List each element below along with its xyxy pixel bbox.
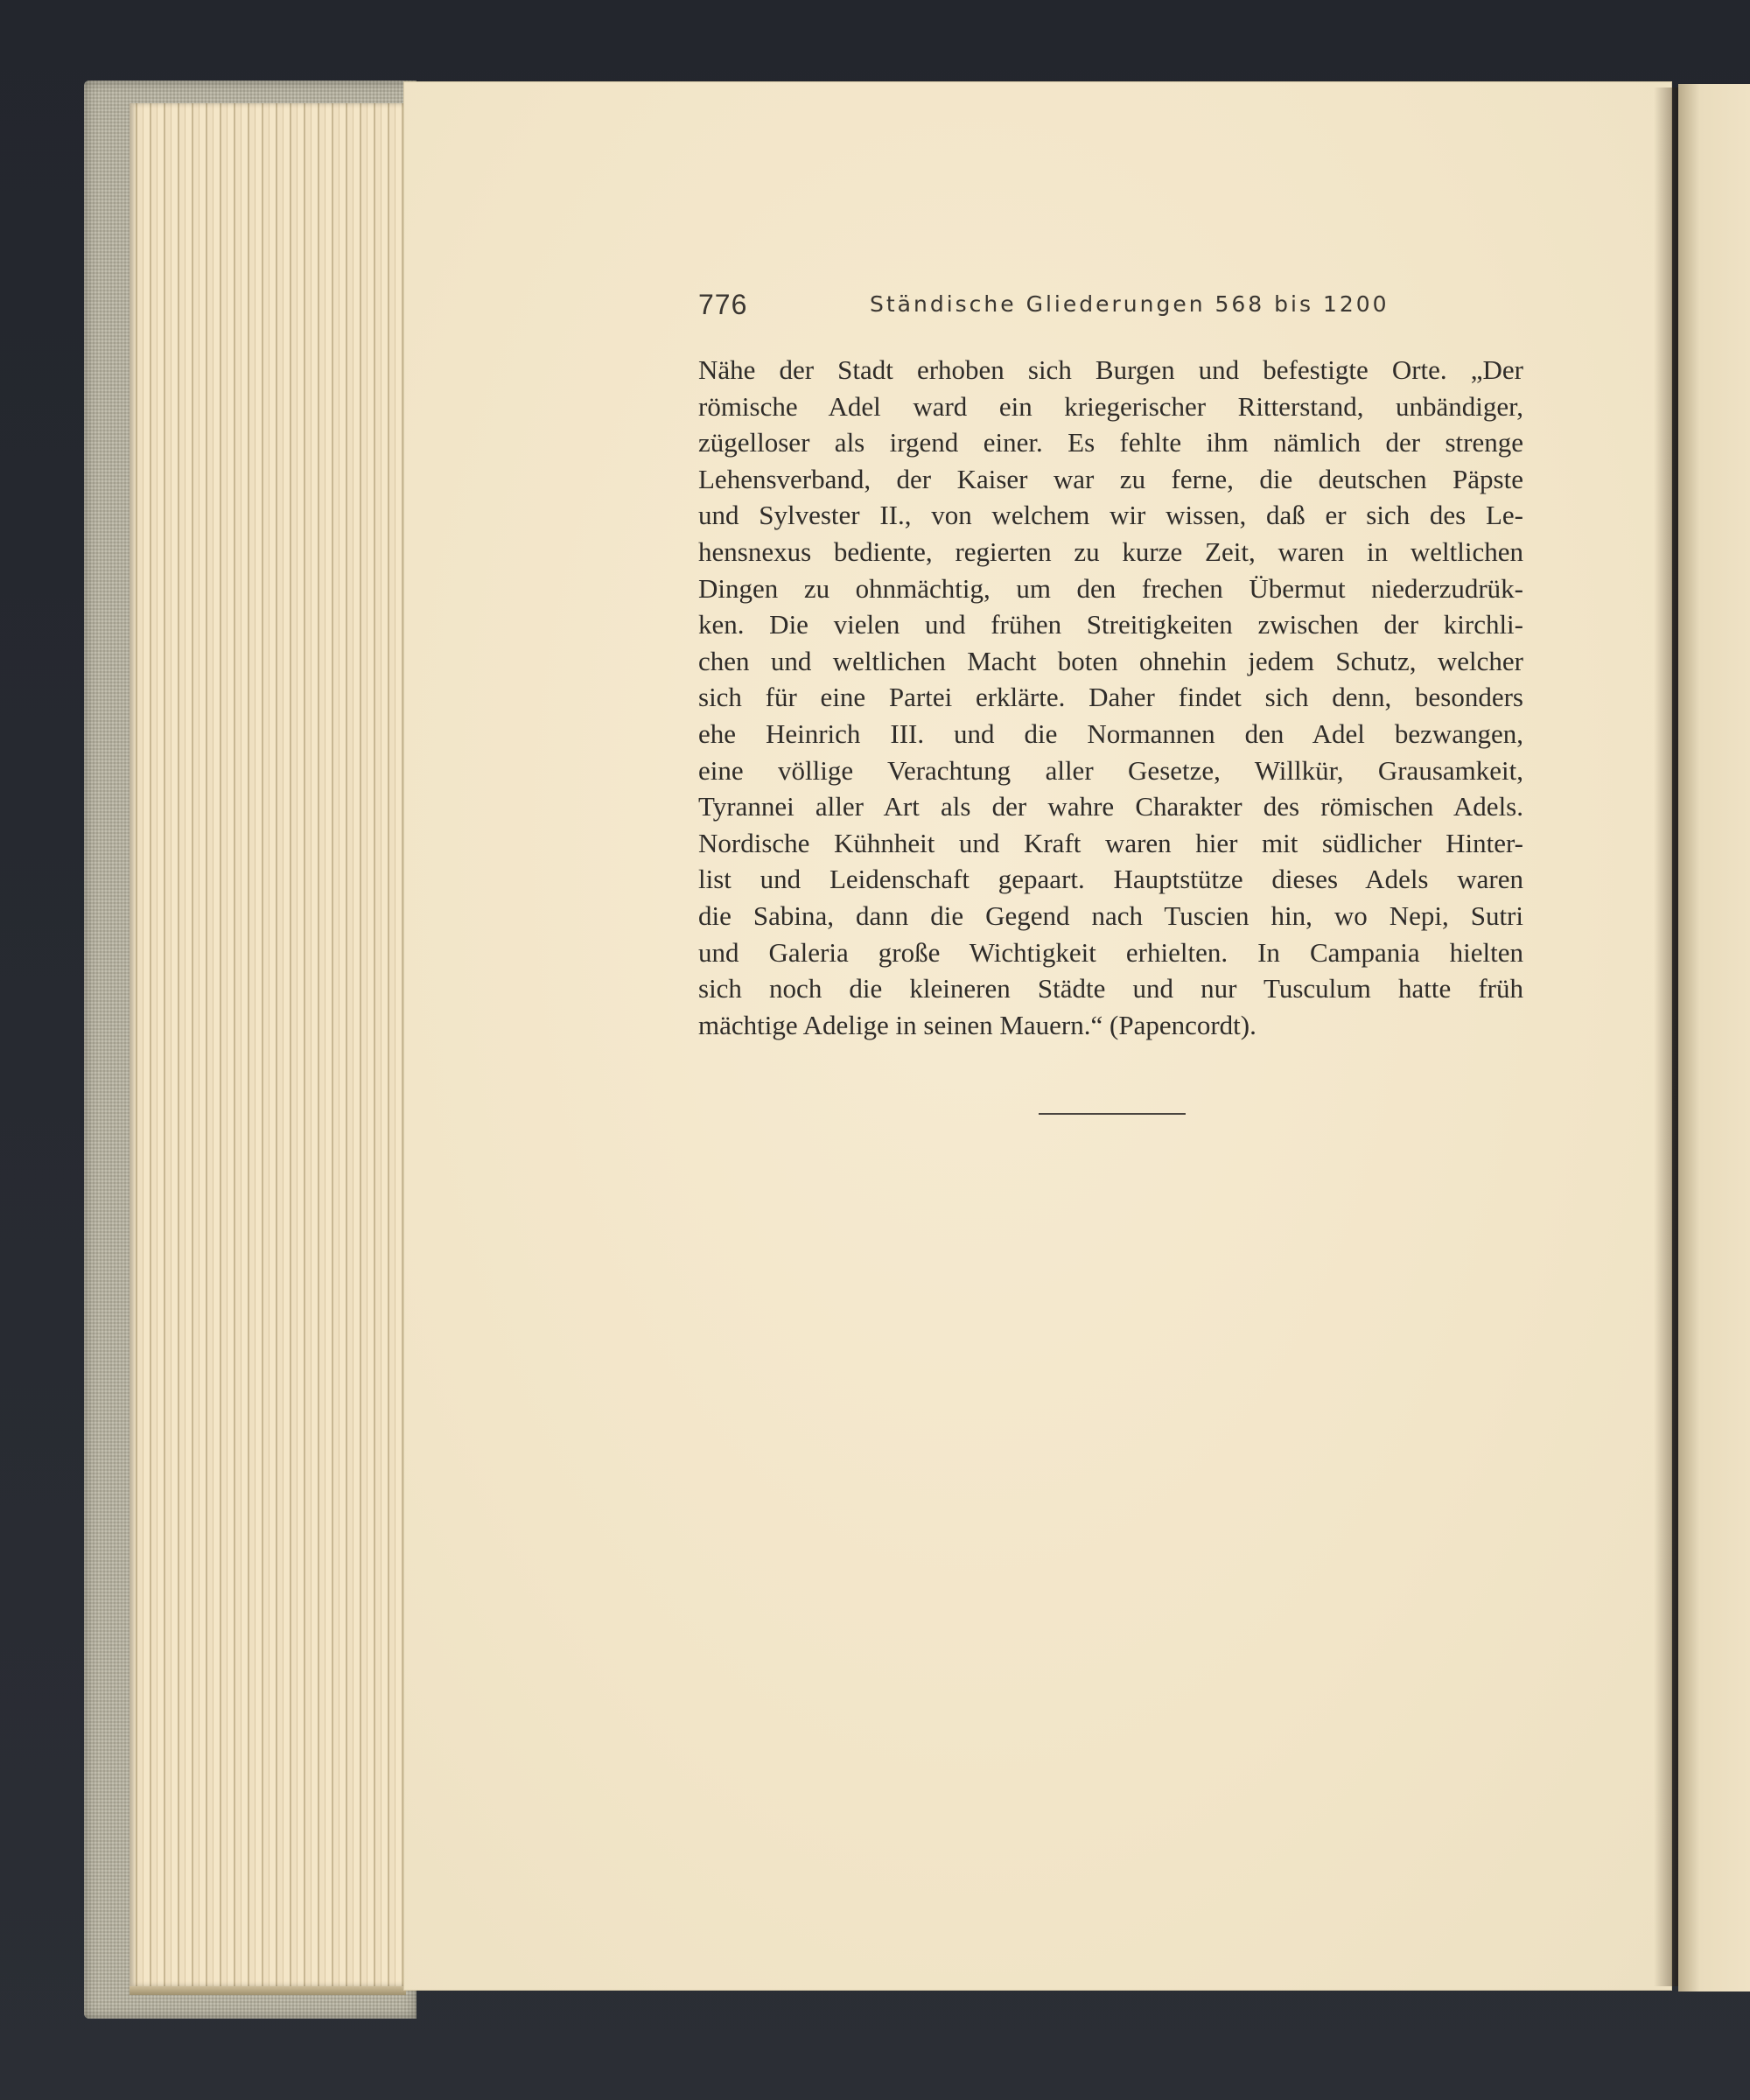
text-line: Nordische Kühnheit und Kraft waren hier mit südlicher Hinter- — [698, 827, 1523, 858]
text-line: und Sylvester II., von welchem wir wissen, daß er sich des Le- — [698, 500, 1523, 531]
text-line: zügelloser als irgend einer. Es fehlte ihm nämlich der strenge — [698, 427, 1523, 458]
body-paragraph — [698, 352, 1523, 1043]
section-end-rule — [1039, 1113, 1186, 1115]
text-line: sich für eine Partei erklärte. Daher findet sich denn, besonders — [698, 682, 1523, 713]
text-line: mächtige Adelige in seinen Mauern.“ (Papencordt). — [698, 1009, 1256, 1040]
text-line: ehe Heinrich III. und die Normannen den Adel bezwangen, — [698, 718, 1523, 749]
text-line: Nähe der Stadt erhoben sich Burgen und befestigte Orte. „Der — [698, 354, 1523, 385]
text-line: chen und weltlichen Macht boten ohnehin jedem Schutz, welcher — [698, 645, 1523, 676]
chapter-title: Ständische Gliederungen 568 bis 1200 — [870, 291, 1390, 317]
text-line: sich noch die kleineren Städte und nur Tusculum hatte früh — [698, 973, 1523, 1004]
facing-page-edge — [1678, 84, 1750, 1992]
text-line: Dingen zu ohnmächtig, um den frechen Übermut niederzudrük- — [698, 572, 1523, 604]
text-line: ken. Die vielen und frühen Streitigkeiten zwischen der kirchli- — [698, 609, 1523, 640]
text-line: Tyrannei aller Art als der wahre Charakter des römischen Adels. — [698, 791, 1523, 822]
text-line: eine völlige Verachtung aller Gesetze, Willkür, Grausamkeit, — [698, 754, 1523, 786]
text-line: hensnexus bediente, regierten zu kurze Zeit, waren in weltlichen — [698, 536, 1523, 567]
page-number: 776 — [698, 289, 748, 320]
gutter-shadow — [1654, 88, 1680, 1986]
page-edges — [130, 103, 406, 1986]
text-line: und Galeria große Wichtigkeit erhielten. In Campania hielten — [698, 936, 1523, 968]
text-line: Lehensverband, der Kaiser war zu ferne, die deutschen Päpste — [698, 463, 1523, 494]
running-head — [698, 289, 1573, 332]
text-line: römische Adel ward ein kriegerischer Ritterstand, unbändiger, — [698, 390, 1523, 422]
text-line: list und Leidenschaft gepaart. Hauptstütze dieses Adels waren — [698, 864, 1523, 895]
text-line: die Sabina, dann die Gegend nach Tuscien hin, wo Nepi, Sutri — [698, 900, 1523, 931]
